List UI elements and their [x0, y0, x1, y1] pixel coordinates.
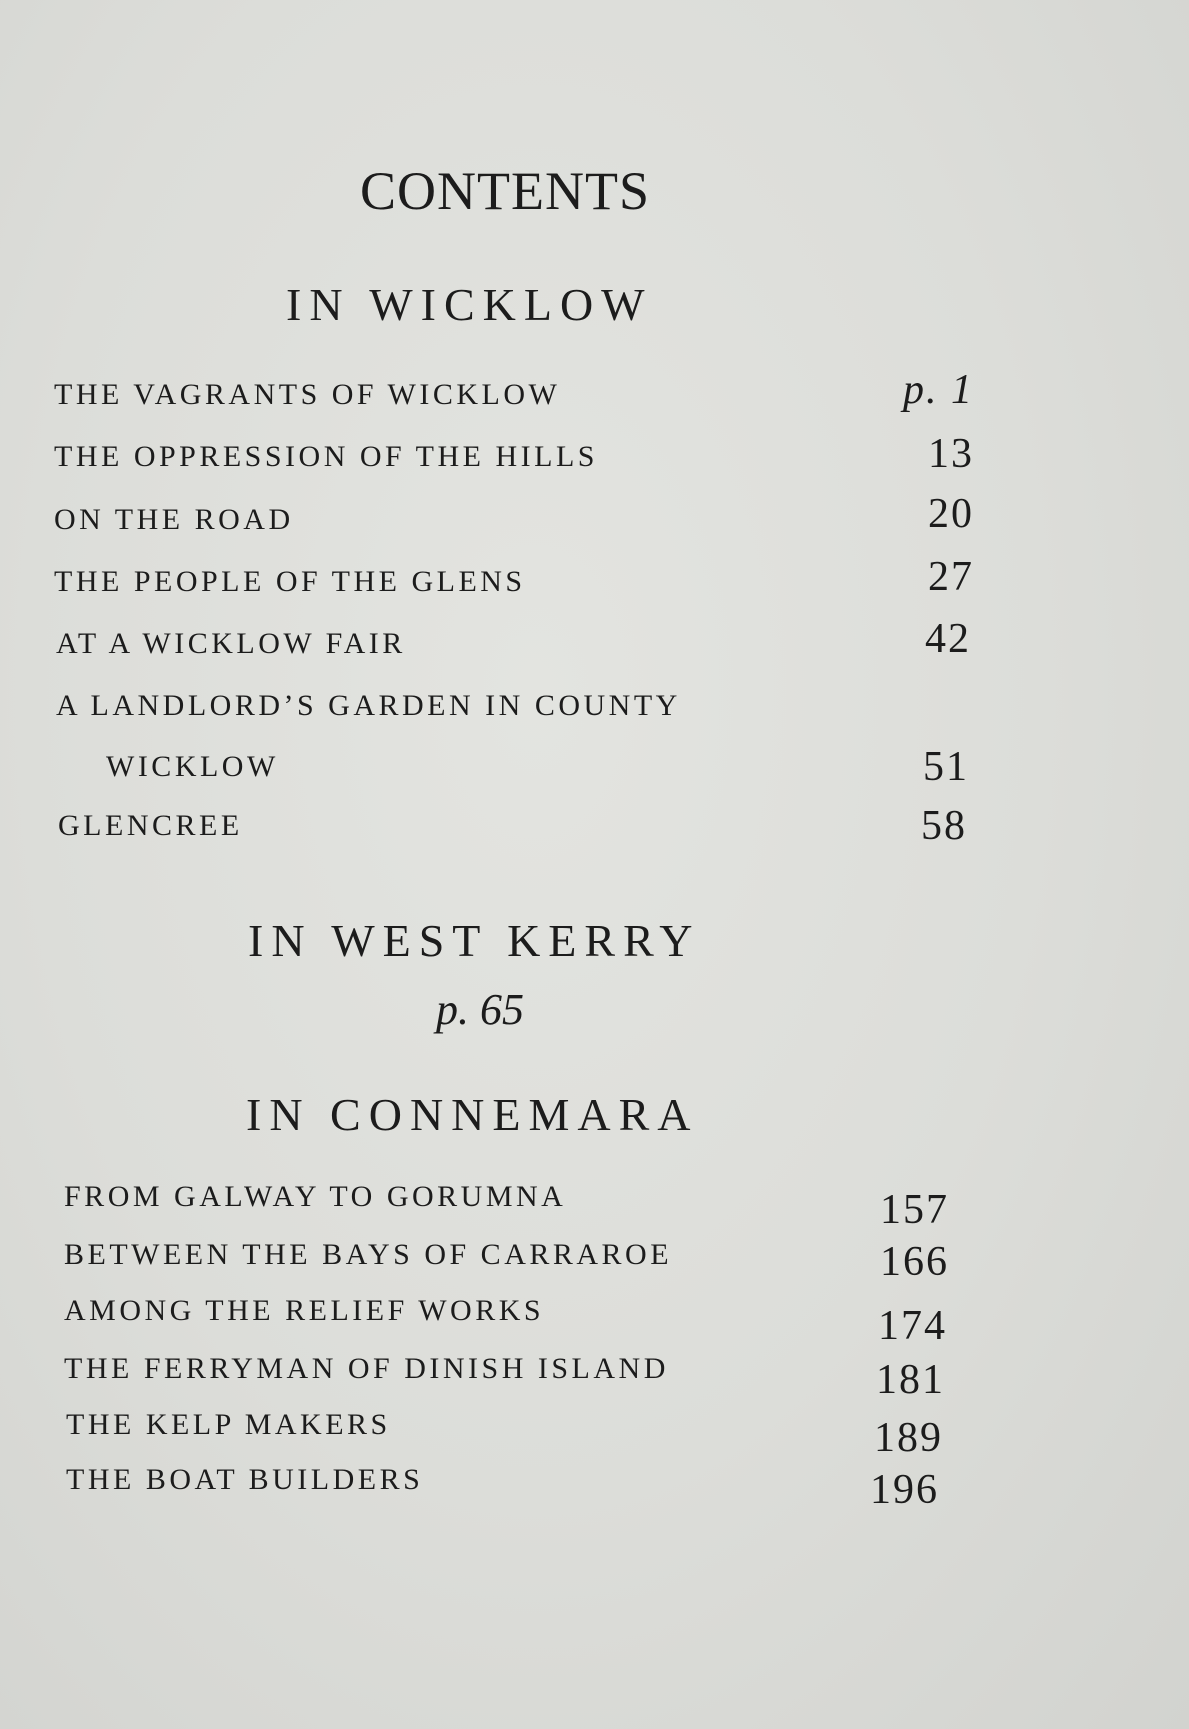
- toc-entry-title: THE PEOPLE OF THE GLENS: [54, 565, 526, 598]
- toc-entry-page: 181: [876, 1357, 945, 1403]
- toc-entry-page: 51: [923, 744, 969, 790]
- toc-entry-page: 20: [928, 491, 974, 537]
- toc-entry-title: ON THE ROAD: [54, 503, 294, 536]
- toc-entry-page: 42: [925, 616, 971, 662]
- toc-entry-title: A LANDLORD’S GARDEN IN COUNTY: [56, 689, 681, 722]
- toc-entry-page: 13: [928, 431, 974, 477]
- section-heading-wicklow: IN WICKLOW: [286, 279, 653, 330]
- section-page-ref: p. 65: [436, 985, 524, 1034]
- toc-entry-title: THE OPPRESSION OF THE HILLS: [54, 440, 598, 473]
- toc-entry-title: AT A WICKLOW FAIR: [56, 627, 406, 660]
- toc-entry-title: FROM GALWAY TO GORUMNA: [64, 1180, 567, 1213]
- toc-entry-title: WICKLOW: [106, 750, 279, 783]
- toc-entry-title: AMONG THE RELIEF WORKS: [64, 1294, 545, 1327]
- section-heading-connemara: IN CONNEMARA: [246, 1089, 699, 1140]
- toc-entry-page: 58: [921, 803, 967, 849]
- section-heading-west-kerry: IN WEST KERRY: [248, 915, 701, 966]
- toc-entry-page: 196: [870, 1467, 939, 1513]
- toc-entry-page: 174: [878, 1303, 947, 1349]
- toc-entry-page: p. 1: [903, 367, 974, 413]
- toc-entry-page: 189: [874, 1415, 943, 1461]
- toc-entry-page: 166: [880, 1239, 949, 1285]
- toc-entry-page: 27: [928, 554, 974, 600]
- toc-entry-title: THE BOAT BUILDERS: [66, 1463, 424, 1496]
- toc-entry-title: THE KELP MAKERS: [66, 1408, 391, 1441]
- toc-entry-title: THE VAGRANTS OF WICKLOW: [54, 378, 561, 411]
- toc-entry-page: 157: [880, 1187, 949, 1233]
- page-title: CONTENTS: [360, 161, 650, 221]
- toc-entry-title: BETWEEN THE BAYS OF CARRAROE: [64, 1238, 673, 1271]
- toc-entry-title: GLENCREE: [58, 809, 243, 842]
- toc-entry-title: THE FERRYMAN OF DINISH ISLAND: [64, 1352, 669, 1385]
